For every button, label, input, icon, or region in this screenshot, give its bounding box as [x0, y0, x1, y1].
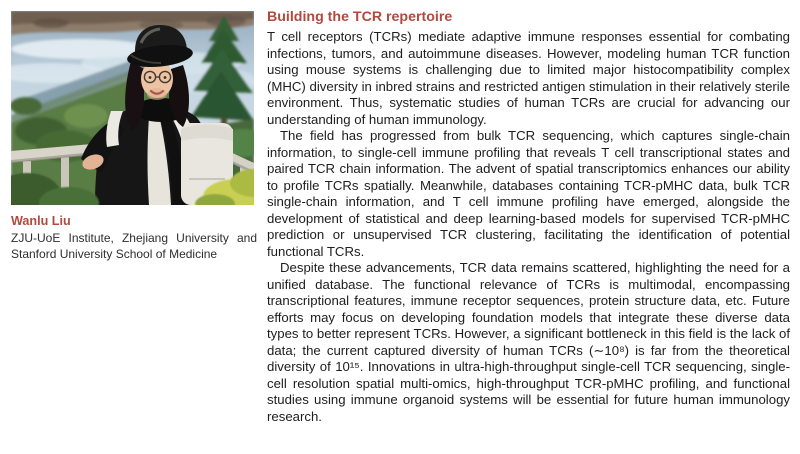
article-heading: Building the TCR repertoire: [267, 9, 453, 25]
article-paragraph-1: T cell receptors (TCRs) mediate adaptive immune responses essential for combating infections, tumors, and autoimmune diseases. However, modeling human TCR function using mouse systems is challenging due to limited major histocompatibility complex (MHC) diversity in inbred strains and restricted antigen stimulation in their relatively sterile environment. Thus, systematic studies of human TCRs are crucial for advancing our understanding of human immunology.: [267, 29, 790, 127]
author-name: Wanlu Liu: [11, 214, 71, 228]
author-affiliation: ZJU-UoE Institute, Zhejiang University and Stanford University School of Medicine: [11, 231, 257, 261]
profile-photo-illustration: [11, 11, 254, 205]
article-paragraph-2: The field has progressed from bulk TCR sequencing, which captures single-chain information, to single-cell immune profiling that reveals T cell transcriptional states and paired TCR chain information. The advent of spatial transcriptomics enhances our ability to profile TCRs spatially. Meanwhile, databases containing TCR-pMHC data, bulk TCR single-chain information, and T cell immune profiling have emerged, alongside the development of statistical and deep learning-based models for supervised TCR-pMHC prediction or unsupervised TCR clustering, facilitating the identification of potential functional TCRs.: [267, 128, 790, 259]
profile-photo: [11, 11, 254, 205]
article-column: [267, 9, 790, 425]
author-column: [11, 11, 257, 262]
article-paragraph-3: Despite these advancements, TCR data remains scattered, highlighting the need for a unified database. The functional relevance of TCRs is multimodal, encompassing transcriptional features, immune receptor sequences, protein structure data, etc. Future efforts may focus on developing foundation models that integrate these diverse data types to better represent TCRs. However, a significant bottleneck in this field is the lack of data; the current captured diversity of human TCRs (∼10⁸) is far from the theoretical diversity of 10¹⁵. Innovations in ultra-high-throughput single-cell TCR sequencing, single-cell resolution spatial multi-omics, high-throughput TCR-pMHC profiling, and functional studies using immune organoid systems will be essential for future human immunology research.: [267, 260, 790, 424]
